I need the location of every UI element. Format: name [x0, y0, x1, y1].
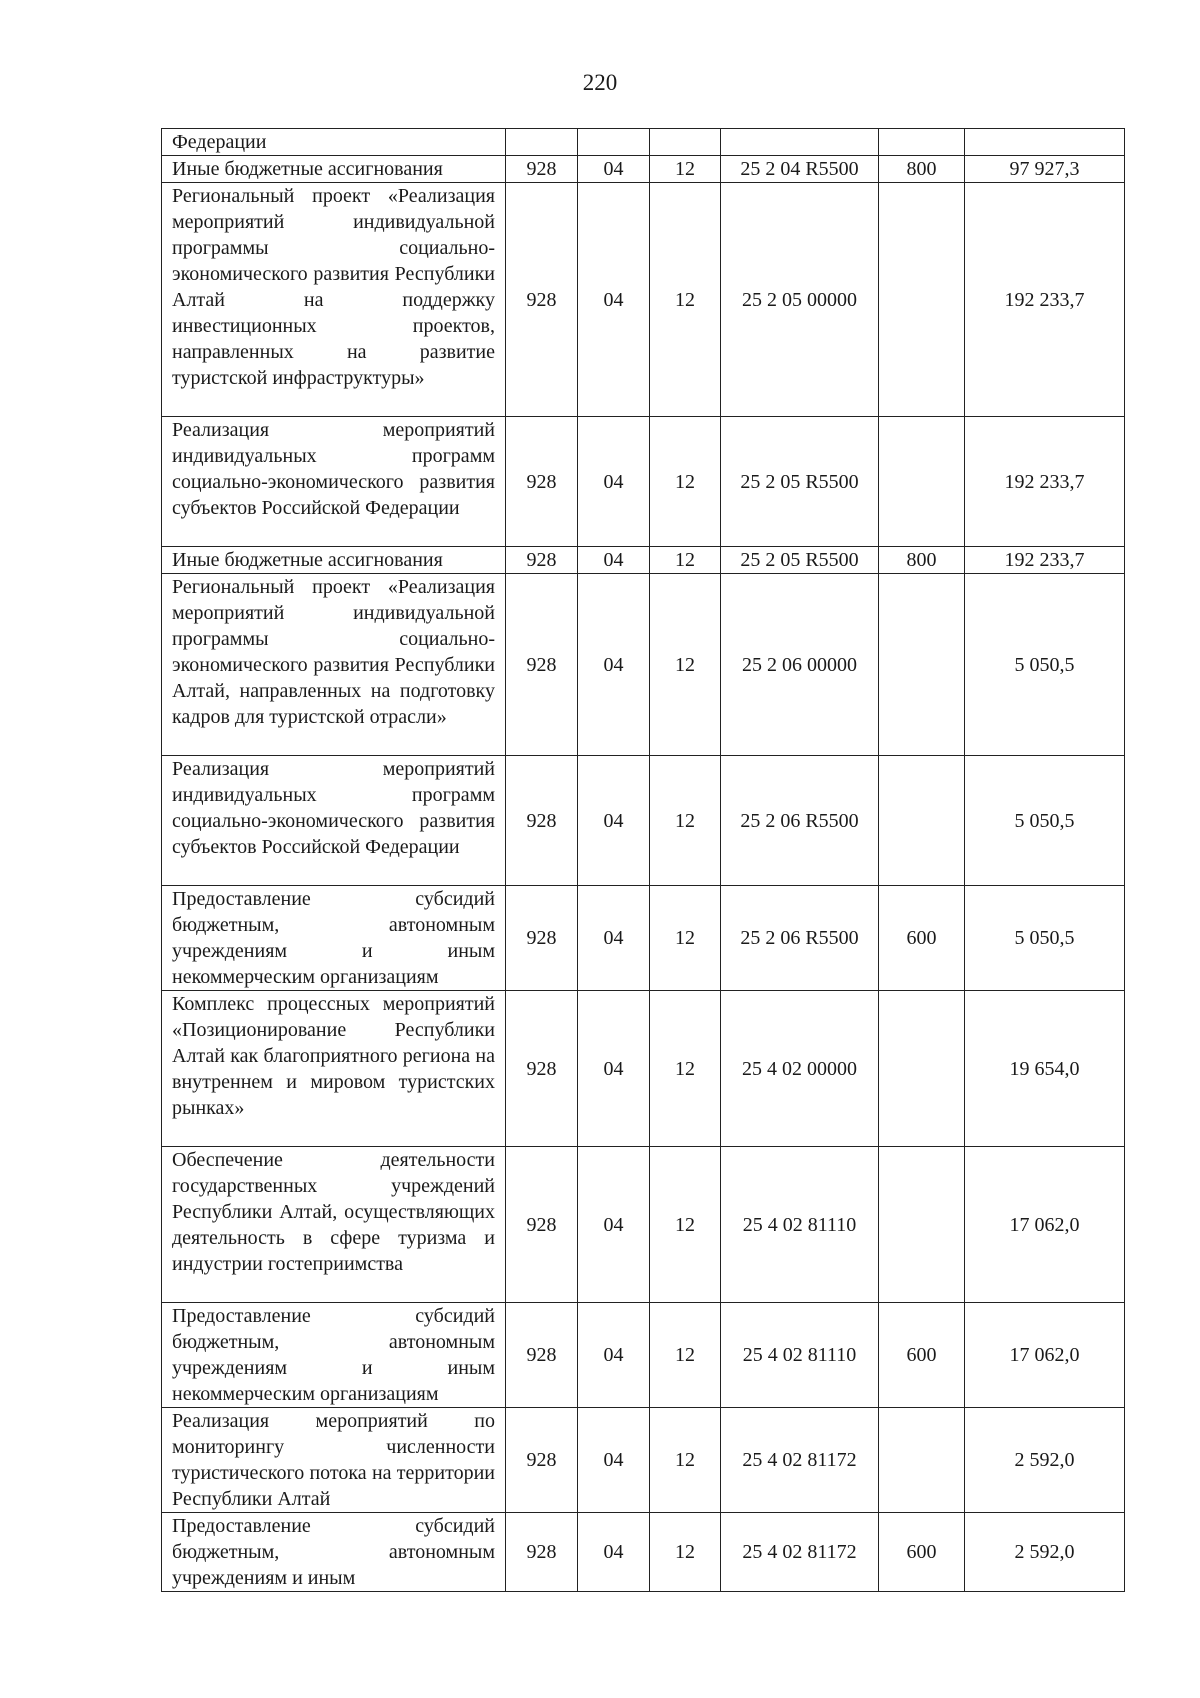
row-rz: 04 [578, 417, 650, 547]
table-row [162, 991, 1125, 1147]
row-vr [879, 417, 965, 547]
row-vr [879, 574, 965, 756]
row-rz: 04 [578, 756, 650, 886]
row-csr: 25 2 06 R5500 [721, 886, 879, 991]
row-name: Реализация мероприятий по мониторингу численности туристического потока на территории Республики Алтай [162, 1408, 506, 1513]
row-pr: 12 [650, 1408, 721, 1513]
row-gr: 928 [506, 886, 578, 991]
row-sum: 5 050,5 [965, 886, 1125, 991]
row-rz: 04 [578, 183, 650, 417]
row-gr: 928 [506, 756, 578, 886]
row-rz: 04 [578, 886, 650, 991]
row-name: Иные бюджетные ассигнования [162, 547, 506, 574]
row-pr: 12 [650, 156, 721, 183]
table-row [162, 1147, 1125, 1303]
row-pr: 12 [650, 547, 721, 574]
table-row [162, 156, 1125, 183]
row-pr: 12 [650, 1513, 721, 1592]
row-name: Обеспечение деятельности государственных учреждений Республики Алтай, осуществляющих деятельность в сфере туризма и индустрии гостеприимства [162, 1147, 506, 1303]
row-vr [879, 991, 965, 1147]
table-row [162, 1303, 1125, 1408]
table-row [162, 756, 1125, 886]
row-sum: 192 233,7 [965, 183, 1125, 417]
row-csr: 25 4 02 00000 [721, 991, 879, 1147]
row-name: Федерации [162, 129, 506, 156]
table-row [162, 1408, 1125, 1513]
row-csr [721, 129, 879, 156]
row-rz: 04 [578, 156, 650, 183]
row-sum: 192 233,7 [965, 547, 1125, 574]
row-rz: 04 [578, 1513, 650, 1592]
row-name: Комплекс процессных мероприятий «Позиционирование Республики Алтай как благоприятного региона на внутреннем и мировом туристских рынках» [162, 991, 506, 1147]
row-name: Иные бюджетные ассигнования [162, 156, 506, 183]
row-rz [578, 129, 650, 156]
row-csr: 25 4 02 81172 [721, 1408, 879, 1513]
table-row [162, 1513, 1125, 1592]
row-pr: 12 [650, 991, 721, 1147]
row-name: Предоставление субсидий бюджетным, автономным учреждениям и иным [162, 1513, 506, 1592]
row-pr: 12 [650, 756, 721, 886]
row-vr: 800 [879, 156, 965, 183]
row-pr: 12 [650, 1303, 721, 1408]
budget-table [161, 128, 1125, 1592]
row-vr: 600 [879, 1513, 965, 1592]
row-name: Региональный проект «Реализация мероприятий индивидуальной программы социально-экономического развития Республики Алтай на поддержку инвестиционных проектов, направленных на развитие туристской инфраструктуры» [162, 183, 506, 417]
table-row [162, 183, 1125, 417]
row-csr: 25 2 05 R5500 [721, 547, 879, 574]
row-csr: 25 2 06 R5500 [721, 756, 879, 886]
row-csr: 25 4 02 81172 [721, 1513, 879, 1592]
row-vr: 600 [879, 886, 965, 991]
row-vr [879, 129, 965, 156]
row-sum [965, 129, 1125, 156]
row-name: Реализация мероприятий индивидуальных программ социально-экономического развития субъектов Российской Федерации [162, 417, 506, 547]
row-gr: 928 [506, 1408, 578, 1513]
row-sum: 5 050,5 [965, 756, 1125, 886]
row-vr [879, 183, 965, 417]
row-rz: 04 [578, 1147, 650, 1303]
row-gr: 928 [506, 156, 578, 183]
row-sum: 2 592,0 [965, 1513, 1125, 1592]
row-rz: 04 [578, 1303, 650, 1408]
table-row [162, 129, 1125, 156]
row-gr: 928 [506, 1147, 578, 1303]
row-pr: 12 [650, 183, 721, 417]
row-vr [879, 1408, 965, 1513]
row-sum: 5 050,5 [965, 574, 1125, 756]
table-row [162, 417, 1125, 547]
table-row [162, 886, 1125, 991]
row-vr [879, 1147, 965, 1303]
row-name: Предоставление субсидий бюджетным, автономным учреждениям и иным некоммерческим организациям [162, 1303, 506, 1408]
row-csr: 25 2 05 00000 [721, 183, 879, 417]
row-rz: 04 [578, 547, 650, 574]
row-pr: 12 [650, 1147, 721, 1303]
row-gr: 928 [506, 417, 578, 547]
row-rz: 04 [578, 574, 650, 756]
row-sum: 97 927,3 [965, 156, 1125, 183]
row-vr [879, 756, 965, 886]
table-row [162, 574, 1125, 756]
row-gr: 928 [506, 1303, 578, 1408]
row-sum: 17 062,0 [965, 1147, 1125, 1303]
row-rz: 04 [578, 991, 650, 1147]
row-gr: 928 [506, 547, 578, 574]
table-row [162, 547, 1125, 574]
row-pr: 12 [650, 886, 721, 991]
row-name: Региональный проект «Реализация мероприятий индивидуальной программы социально-экономического развития Республики Алтай, направленных на подготовку кадров для туристской отрасли» [162, 574, 506, 756]
row-csr: 25 4 02 81110 [721, 1147, 879, 1303]
row-sum: 2 592,0 [965, 1408, 1125, 1513]
row-name: Предоставление субсидий бюджетным, автономным учреждениям и иным некоммерческим организациям [162, 886, 506, 991]
row-csr: 25 2 04 R5500 [721, 156, 879, 183]
row-gr: 928 [506, 574, 578, 756]
row-rz: 04 [578, 1408, 650, 1513]
row-gr: 928 [506, 183, 578, 417]
row-pr: 12 [650, 417, 721, 547]
row-csr: 25 2 06 00000 [721, 574, 879, 756]
row-pr: 12 [650, 574, 721, 756]
row-pr [650, 129, 721, 156]
row-gr: 928 [506, 991, 578, 1147]
page-number: 220 [582, 70, 618, 95]
row-csr: 25 2 05 R5500 [721, 417, 879, 547]
row-sum: 17 062,0 [965, 1303, 1125, 1408]
row-name: Реализация мероприятий индивидуальных программ социально-экономического развития субъектов Российской Федерации [162, 756, 506, 886]
row-vr: 800 [879, 547, 965, 574]
row-sum: 19 654,0 [965, 991, 1125, 1147]
row-vr: 600 [879, 1303, 965, 1408]
row-gr [506, 129, 578, 156]
row-csr: 25 4 02 81110 [721, 1303, 879, 1408]
row-sum: 192 233,7 [965, 417, 1125, 547]
row-gr: 928 [506, 1513, 578, 1592]
